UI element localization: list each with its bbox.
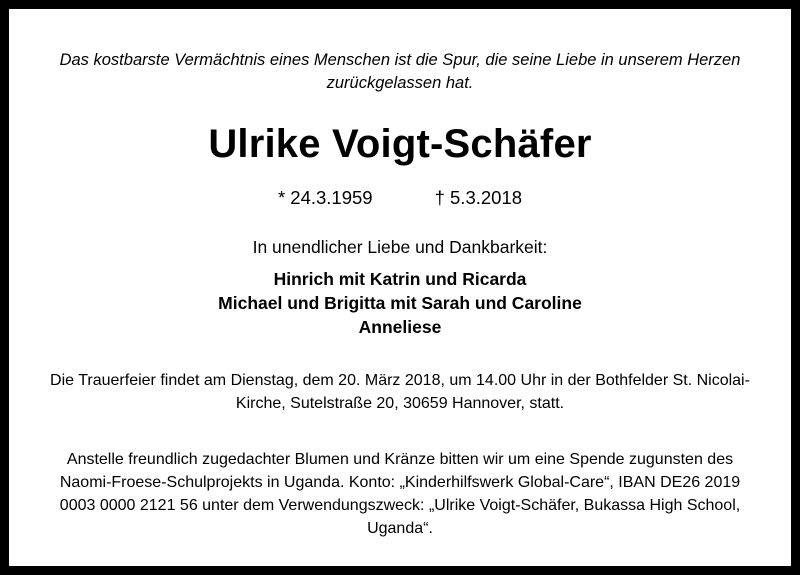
deceased-name: Ulrike Voigt-Schäfer [208,121,592,166]
epitaph-text: Das kostbarste Vermächtnis eines Menschen ist die Spur, die seine Liebe in unserem Herzen zurückgelassen hat. [59,51,741,93]
survivor-line: Michael und Brigitta mit Sarah und Caroline [218,292,582,313]
funeral-service-info: Die Trauerfeier findet am Dienstag, dem 20. März 2018, um 14.00 Uhr in der Bothfelder St. Nicolai-Kirche, Sutelstraße 20, 30659 Hannover, statt. [50,372,750,413]
death-date: † 5.3.2018 [434,186,523,208]
survivor-line: Anneliese [358,317,442,338]
life-dates [278,187,522,209]
survivor-line: Hinrich mit Katrin und Ricarda [273,268,527,289]
donation-request: Anstelle freundlich zugedachter Blumen und Kränze bitten wir um eine Spende zugunsten des Naomi-Froese-Schulprojekts in Uganda. Konto: „Kinderhilfswerk Global-Care“, IBAN DE26 2019 0003 0000 2121 56 unter dem Verwendungszweck: „Ulrike Voigt-Schäfer, Bukassa High School, Uganda“. [59,450,741,538]
survivors-list [218,267,582,339]
birth-date: * 24.3.1959 [277,186,373,208]
dedication-text: In unendlicher Liebe und Dankbarkeit: [252,236,548,257]
